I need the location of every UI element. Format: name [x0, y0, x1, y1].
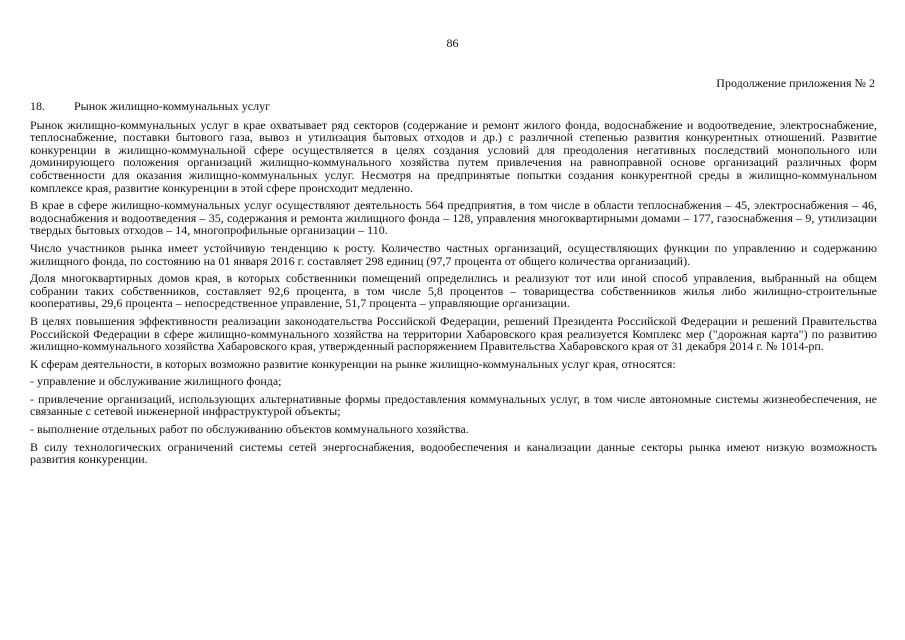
paragraph-sectors-overview: Рынок жилищно-коммунальных услуг в крае охватывает ряд секторов (содержание и ремонт жилого фонда, водоснабжение и водоотведение, электроснабжение, теплоснабжение, поставки бытового газа, вывоз и утилизация бытовых отходов и др.) с различной степенью развития конкурентных отношений. Развитие конкуренции в жилищно-коммунальной сфере осуществляется в целях создания условий для преодоления негативных последствий монопольного или доминирующего положения организаций жилищно-коммунального хозяйства путем привлечения на равноправной основе организаций различных форм собственности для оказания жилищно-коммунальных услуг. Несмотря на предпринятые попытки создания конкурентной среды в жилищно-коммунальном комплексе края, развитие конкуренции в этой сфере происходит медленно.: [30, 117, 877, 195]
paragraph-management-share: Доля многоквартирных домов края, в которых собственники помещений определились и реализуют тот или иной способ управления, выбранный на общем собрании таких собственников, составляет 92,6 процента, в том числе 5,8 процентов – товарищества собственников жилья либо жилищно-строительные кооперативы, 29,6 процента – непосредственное управление, 51,7 процента – управляющие организации.: [30, 271, 877, 311]
paragraph-roadmap: В целях повышения эффективности реализации законодательства Российской Федерации, решений Президента Российской Федерации и решений Правительства Российской Федерации в сфере жилищно-коммунального хозяйства на территории Хабаровского края реализуется Комплекс мер ("дорожная карта") по развитию жилищно-коммунального хозяйства Хабаровского края, утвержденный распоряжением Правительства Хабаровского края от 31 декабря 2014 г. № 1014-рп.: [30, 313, 877, 354]
paragraph-closing: В силу технологических ограничений системы сетей энергоснабжения, водообеспечения и канализации данные секторы рынка имеют низкую возможность развития конкуренции.: [30, 439, 877, 467]
paragraph-participants-growth: Число участников рынка имеет устойчивую тенденцию к росту. Количество частных организаций, осуществляющих функции по управлению и содержанию жилищного фонда, по состоянию на 01 января 2016 г. составляет 298 единиц (97,7 процента от общего количества организаций).: [30, 240, 877, 268]
section-heading: [30, 100, 877, 113]
section-title: Рынок жилищно-коммунальных услуг: [74, 99, 270, 113]
paragraph-enterprises-count: В крае в сфере жилищно-коммунальных услуг осуществляют деятельность 564 предприятия, в том числе в области теплоснабжения – 45, электроснабжения – 46, водоснабжения и водоотведения – 35, содержания и ремонта жилищного фонда – 128, управления многоквартирными домами – 177, газоснабжения – 9, утилизации твердых бытовых отходов – 14, многопрофильные организации – 110.: [30, 198, 877, 238]
list-item: - привлечение организаций, использующих альтернативные формы предоставления коммунальных услуг, в том числе автономные системы жизнеобеспечения, не связанные с сетевой инженерной инфраструктурой объекты;: [30, 391, 877, 419]
appendix-note: Продолжение приложения № 2: [716, 76, 875, 90]
section-number: 18.: [30, 99, 45, 113]
list-item: - управление и обслуживание жилищного фонда;: [30, 374, 282, 389]
page-number: 86: [446, 36, 459, 50]
document-body: [30, 100, 877, 471]
paragraph-competition-areas: К сферам деятельности, в которых возможно развитие конкуренции на рынке жилищно-коммунальных услуг края, относятся:: [30, 356, 676, 371]
list-item: - выполнение отдельных работ по обслуживанию объектов коммунального хозяйства.: [30, 422, 469, 437]
